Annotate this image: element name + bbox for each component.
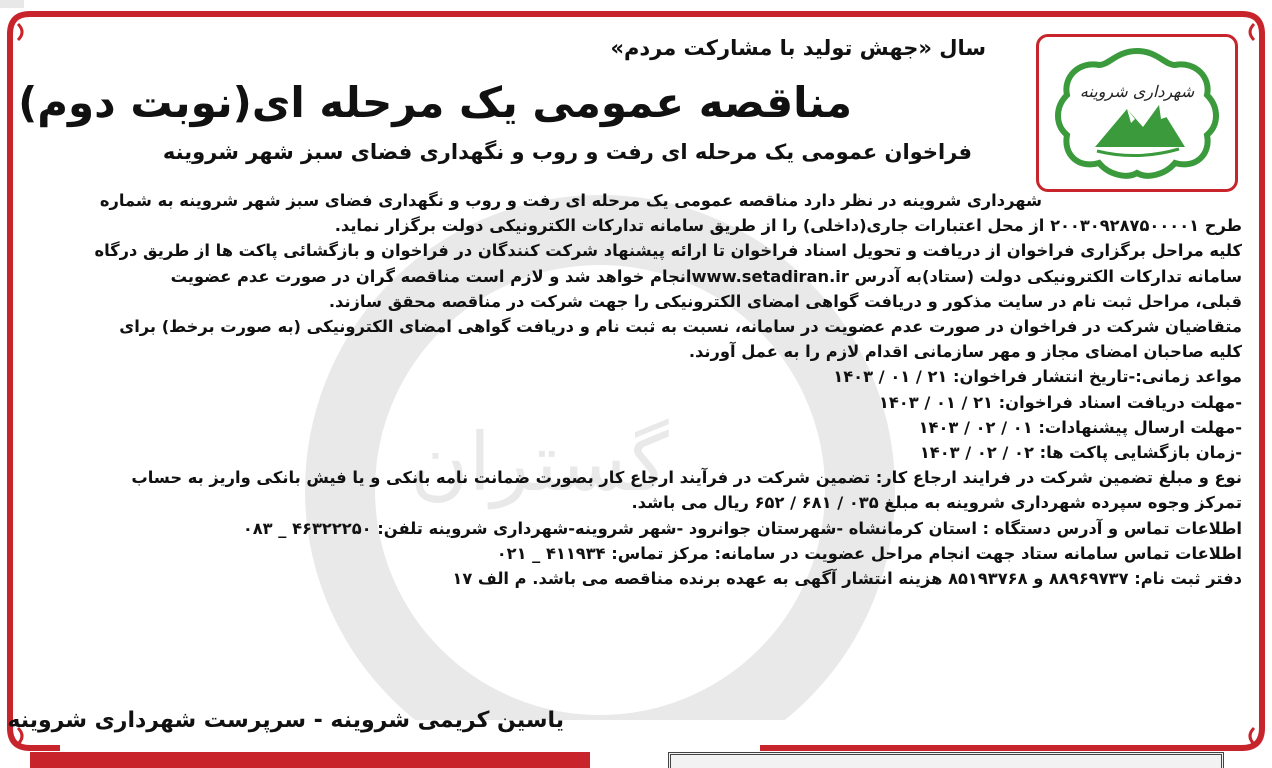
municipality-logo-icon bbox=[1047, 43, 1227, 183]
municipality-logo bbox=[1036, 34, 1238, 192]
watermark-text: گستران bbox=[410, 416, 669, 509]
year-slogan: سال «جهش تولید با مشارکت مردم» bbox=[610, 36, 986, 60]
process-text-a: سامانه تدارکات الکترونیکی دولت (ستاد)به آدرس bbox=[848, 266, 1242, 286]
signature: یاسین کریمی شروینه - سرپرست شهرداری شروینه bbox=[7, 708, 564, 733]
setadiran-url: www.setadiran.ir bbox=[691, 266, 849, 286]
guarantee-line-1: نوع و مبلغ تضمین شرکت در فرایند ارجاع کار: تضمین شرکت در فرآیند ارجاع کار بصورت ضمانت نامه بانکی و یا فیش بانکی واریز به حساب bbox=[131, 468, 1242, 488]
page-subtitle: فراخوان عمومی یک مرحله ای رفت و روب و نگهداری فضای سبز شهر شروینه bbox=[162, 140, 972, 164]
paragraph-process-line-3: قبلی، مراحل ثبت نام در سایت مذکور و دریافت گواهی امضای الکترونیکی را جهت شرکت در مناقصه محقق سازند. bbox=[328, 291, 1242, 311]
date-opening: -زمان بازگشایی پاکت ها: ۰۲ / ۰۲ / ۱۴۰۳ bbox=[919, 443, 1242, 463]
date-docs-deadline: -مهلت دریافت اسناد فراخوان: ۲۱ / ۰۱ / ۱۴۰۳ bbox=[878, 392, 1242, 412]
logo-text: شهرداری شروینه bbox=[1079, 82, 1195, 101]
paragraph-intro-line-2: طرح ۲۰۰۳۰۹۲۸۷۵۰۰۰۰۱ از محل اعتبارات جاری(داخلی) را از طریق سامانه تدارکات الکترونیکی دولت برگزار نماید. bbox=[334, 216, 1242, 236]
paragraph-applicants-line-1: متقاضیان شرکت در فراخوان در صورت عدم عضویت در سامانه، نسبت به ثبت نام و دریافت گواهی امضای الکترونیکی (به صورت برخط) برای bbox=[119, 317, 1242, 337]
paragraph-applicants-line-2: کلیه صاحبان امضای مجاز و مهر سازمانی اقدام لازم را به عمل آورند. bbox=[688, 342, 1242, 362]
guarantee-line-2: تمرکز وجوه سپرده شهرداری شروینه به مبلغ ۰۳۵ / ۶۸۱ / ۶۵۲ ریال می باشد. bbox=[631, 493, 1242, 513]
footer-next-ad-border bbox=[668, 752, 1224, 768]
contact-info: اطلاعات تماس و آدرس دستگاه : استان کرمانشاه -شهرستان جوانرود -شهر شروینه-شهرداری شروینه تلفن: ۴۶۳۲۲۲۵۰ _ ۰۸۳ bbox=[242, 518, 1242, 538]
footer-red-bar bbox=[30, 752, 590, 768]
dates-title: مواعد زمانی:-تاریخ انتشار فراخوان: ۲۱ / ۰۱ / ۱۴۰۳ bbox=[833, 367, 1242, 387]
setad-contact-info: اطلاعات تماس سامانه ستاد جهت انجام مراحل عضویت در سامانه: مرکز تماس: ۴۱۱۹۳۴ _ ۰۲۱ bbox=[496, 543, 1242, 563]
paragraph-process-line-1: کلیه مراحل برگزاری فراخوان از دریافت و تحویل اسناد فراخوان تا ارائه پیشنهاد شرکت کنندگان در فراخوان و بازگشائی پاکت ها از طریق درگاه bbox=[94, 241, 1242, 261]
page-title: مناقصه عمومی یک مرحله ای(نوبت دوم) bbox=[18, 78, 852, 127]
process-text-b: انجام خواهد شد و لازم است مناقصه گران در صورت عدم عضویت bbox=[170, 266, 692, 286]
date-offers-deadline: -مهلت ارسال پیشنهادات: ۰۱ / ۰۲ / ۱۴۰۳ bbox=[918, 417, 1242, 437]
registry-info: دفتر ثبت نام: ۸۸۹۶۹۷۳۷ و ۸۵۱۹۳۷۶۸ هزینه انتشار آگهی به عهده برنده مناقصه می باشد. م الف ۱۷ bbox=[452, 569, 1242, 589]
paragraph-intro-line-1: شهرداری شروینه در نظر دارد مناقصه عمومی یک مرحله ای رفت و روب و نگهداری فضای سبز شهر شروینه به شماره bbox=[99, 191, 1042, 210]
ad-body bbox=[30, 188, 1242, 591]
paragraph-process-line-2 bbox=[30, 264, 1242, 289]
